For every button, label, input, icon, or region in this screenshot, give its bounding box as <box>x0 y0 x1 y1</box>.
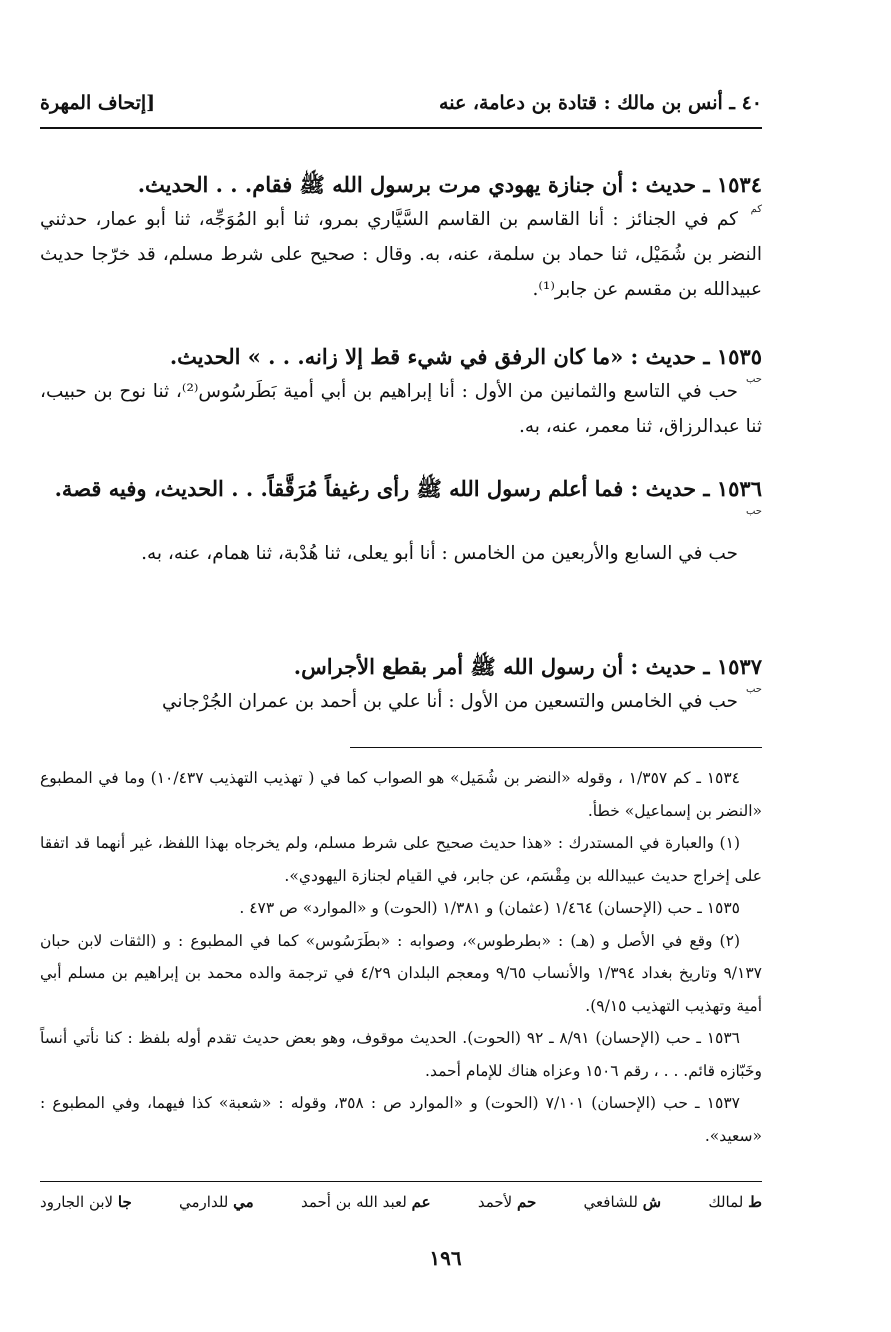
hadith-isnad <box>40 202 762 307</box>
source-siglum: حب <box>745 374 762 385</box>
abbreviation-item: ش للشافعي <box>583 1193 662 1211</box>
running-header <box>40 86 762 120</box>
isnad-text: حب في السابع والأربعين من الخامس : أنا أبو يعلى، ثنا هُدْبة، ثنا همام، عنه، به. <box>141 543 738 564</box>
header-book-title: [إتحاف المهرة <box>40 92 156 114</box>
isnad-text: حب في الخامس والتسعين من الأول : أنا علي بن أحمد بن عمران الجُرْجاني <box>161 691 738 712</box>
hadith-isnad <box>40 536 762 571</box>
hadith-heading: ١٥٣٦ ـ حديث : فما أعلم رسول الله ﷺ رأى رغيفاً مُرَقَّقاً. . . الحديث، وفيه قصة. <box>54 476 762 501</box>
footnote: ١٥٣٦ ـ حب (الإحسان) ٨/٩١ ـ ٩٢ (الحوت). الحديث موقوف، وهو بعض حديث تقدم أوله بلفظ : كنا نأتي أنساً وخَبّازه قائم. . . ، رقم ١٥٠٦ وعزاه هناك للإمام أحمد. <box>40 1029 762 1080</box>
hadith-heading: ١٥٣٧ ـ حديث : أن رسول الله ﷺ أمر بقطع الأجراس. <box>293 654 762 679</box>
page-number: ١٩٦ <box>429 1246 462 1270</box>
abbreviation-item: جا لابن الجارود <box>40 1193 132 1211</box>
hadith-entry-1537 <box>40 650 762 719</box>
abbreviation-item: ط لمالك <box>708 1193 762 1211</box>
abbreviation-key <box>40 1193 762 1223</box>
footnote: ١٥٣٧ ـ حب (الإحسان) ٧/١٠١ (الحوت) و «الموارد ص : ٣٥٨، وقوله : «شعبة» كذا فيهما، وفي المطبوع : «سعيد». <box>40 1094 762 1145</box>
footnotes <box>40 762 762 1152</box>
isnad-text: كم في الجنائز : أنا القاسم بن القاسم السَّيَّاري بمرو، ثنا أبو المُوَجِّه، ثنا أبو عمار، حدثني النضر بن شُمَيْل، ثنا حماد بن سلمة، عنه، به. وقال : صحيح على شرط مسلم، قد خرّجا حديث عبيدالله بن مقسم عن جابر⁽¹⁾. <box>40 209 762 300</box>
abbreviation-divider <box>40 1181 762 1182</box>
footnote: (٢) وقع في الأصل و (هـ) : «بطرطوس»، وصوابه : «بطَرَسُوس» كما في المطبوع : و (الثقات لابن حبان ٩/١٣٧ وتاريخ بغداد ١/٣٩٤ والأنساب ٩/٦٥ ومعجم البلدان ٤/٢٩ في ترجمة والده محمد بن إبراهيم بن مسلم أبي أمية وتهذيب التهذيب ٩/١٥). <box>40 931 762 1015</box>
hadith-entry-1536 <box>40 472 762 571</box>
header-divider <box>40 127 762 129</box>
footnote: (١) والعبارة في المستدرك : «هذا حديث صحيح على شرط مسلم، ولم يخرجاه بهذا اللفظ، غير أنهما قد اتفقا على إخراج حديث عبيدالله بن مِقْسَم، عن جابر، في القيام لجنازة اليهودي». <box>40 834 762 885</box>
abbreviation-item: مي للدارمي <box>179 1193 254 1211</box>
hadith-entry-1535 <box>40 340 762 444</box>
abbreviation-item: عم لعبد الله بن أحمد <box>300 1193 431 1211</box>
source-siglum: حب <box>745 684 762 695</box>
header-chapter-title: ٤٠ ـ أنس بن مالك : قتادة بن دعامة، عنه <box>439 92 762 114</box>
footnote: ١٥٣٥ ـ حب (الإحسان) ١/٤٦٤ (عثمان) و ١/٣٨١ (الحوت) و «الموارد» ص ٤٧٣ . <box>239 899 740 917</box>
hadith-heading: ١٥٣٤ ـ حديث : أن جنازة يهودي مرت برسول الله ﷺ فقام. . . الحديث. <box>137 172 762 197</box>
abbreviation-item: حم لأحمد <box>477 1193 537 1211</box>
source-siglum: حب <box>745 506 762 517</box>
hadith-heading: ١٥٣٥ ـ حديث : «ما كان الرفق في شيء قط إلا زانه. . . » الحديث. <box>169 344 762 369</box>
footnote: ١٥٣٤ ـ كم ١/٣٥٧ ، وقوله «النضر بن شُمَيل» هو الصواب كما في ( تهذيب التهذيب ١٠/٤٣٧) وما في المطبوع «النضر بن إسماعيل» خطأ. <box>40 769 762 820</box>
source-siglum: كم <box>750 204 762 215</box>
isnad-text: حب في التاسع والثمانين من الأول : أنا إبراهيم بن أبي أمية بَطَرسُوس⁽²⁾، ثنا نوح بن حبيب، ثنا عبدالرزاق، ثنا معمر، عنه، به. <box>40 381 762 437</box>
hadith-isnad <box>40 374 762 444</box>
footnote-divider <box>350 747 762 748</box>
hadith-isnad <box>40 684 762 719</box>
hadith-entry-1534 <box>40 168 762 307</box>
